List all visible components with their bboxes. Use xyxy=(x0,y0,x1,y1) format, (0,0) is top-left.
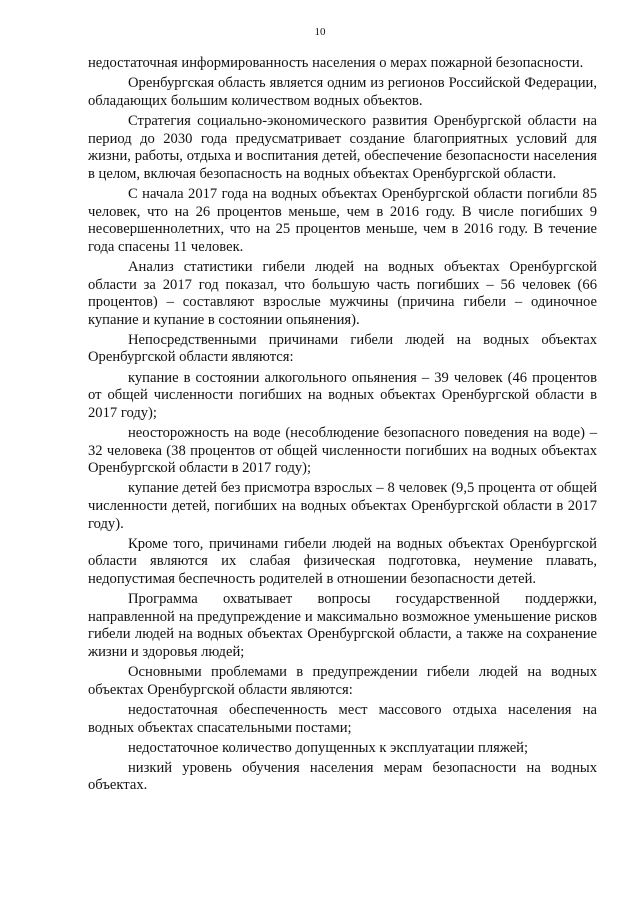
paragraph-additional-causes: Кроме того, причинами гибели людей на водных объектах Оренбургской области являются их слабая физическая подготовка, неумение плавать, недопустимая беспечность родителей в отношении безопасности детей. xyxy=(88,535,597,587)
paragraph-continuation: недостаточная информированность населения о мерах пожарной безопасности. xyxy=(88,55,584,71)
list-item-problem-training: низкий уровень обучения населения мерам безопасности на водных объектах. xyxy=(88,759,597,794)
list-item-problem-beaches: недостаточное количество допущенных к эксплуатации пляжей; xyxy=(128,739,529,756)
paragraph-2017-statistics: С начала 2017 года на водных объектах Оренбургской области погибли 85 человек, что на 26 процентов меньше, чем в 2016 году. В числе погибших 9 несовершеннолетних, что на 25 процентов меньше, чем в 2016 году. В течение года спасены 11 человек. xyxy=(88,185,597,255)
paragraph-region-overview: Оренбургская область является одним из регионов Российской Федерации, обладающих большим количеством водных объектов. xyxy=(88,75,597,109)
page-number: 10 xyxy=(314,26,326,38)
list-item-cause-unsupervised-children: купание детей без присмотра взрослых – 8 человек (9,5 процента от общей численности детей, погибших на водных объектах Оренбургской области в 2017 году). xyxy=(88,480,597,532)
paragraph-causes-intro: Непосредственными причинами гибели людей на водных объектах Оренбургской области являются: xyxy=(88,331,597,366)
document-body xyxy=(88,55,597,795)
paragraph-death-analysis: Анализ статистики гибели людей на водных объектах Оренбургской области за 2017 год показал, что большую часть погибших – 56 человек (66 процентов) – составляют взрослые мужчины (причина гибели – одиночное купание и купание в состоянии опьянения). xyxy=(88,258,597,328)
paragraph-program-scope: Программа охватывает вопросы государственной поддержки, направленной на предупреждение и максимально возможное уменьшение рисков гибели людей на водных объектах Оренбургской области, а также на сохранение жизни и здоровья людей; xyxy=(88,591,597,660)
paragraph-strategy-2030: Стратегия социально-экономического развития Оренбургской области на период до 2030 года предусматривает создание благоприятных условий для жизни, работы, отдыха и воспитания детей, обеспечение безопасности населения в целом, включая безопасность на водных объектах Оренбургской области. xyxy=(88,112,597,182)
paragraph-problems-intro: Основными проблемами в предупреждении гибели людей на водных объектах Оренбургской области являются: xyxy=(88,664,597,698)
list-item-problem-rescue-posts: недостаточная обеспеченность мест массового отдыха населения на водных объектах спасательными постами; xyxy=(88,701,597,736)
list-item-cause-alcohol: купание в состоянии алкогольного опьянения – 39 человек (46 процентов от общей численности погибших на водных объектах Оренбургской области в 2017 году); xyxy=(88,369,597,421)
list-item-cause-carelessness: неосторожность на воде (несоблюдение безопасного поведения на воде) – 32 человека (38 процентов от общей численности погибших на водных объектах Оренбургской области в 2017 году); xyxy=(88,425,597,477)
